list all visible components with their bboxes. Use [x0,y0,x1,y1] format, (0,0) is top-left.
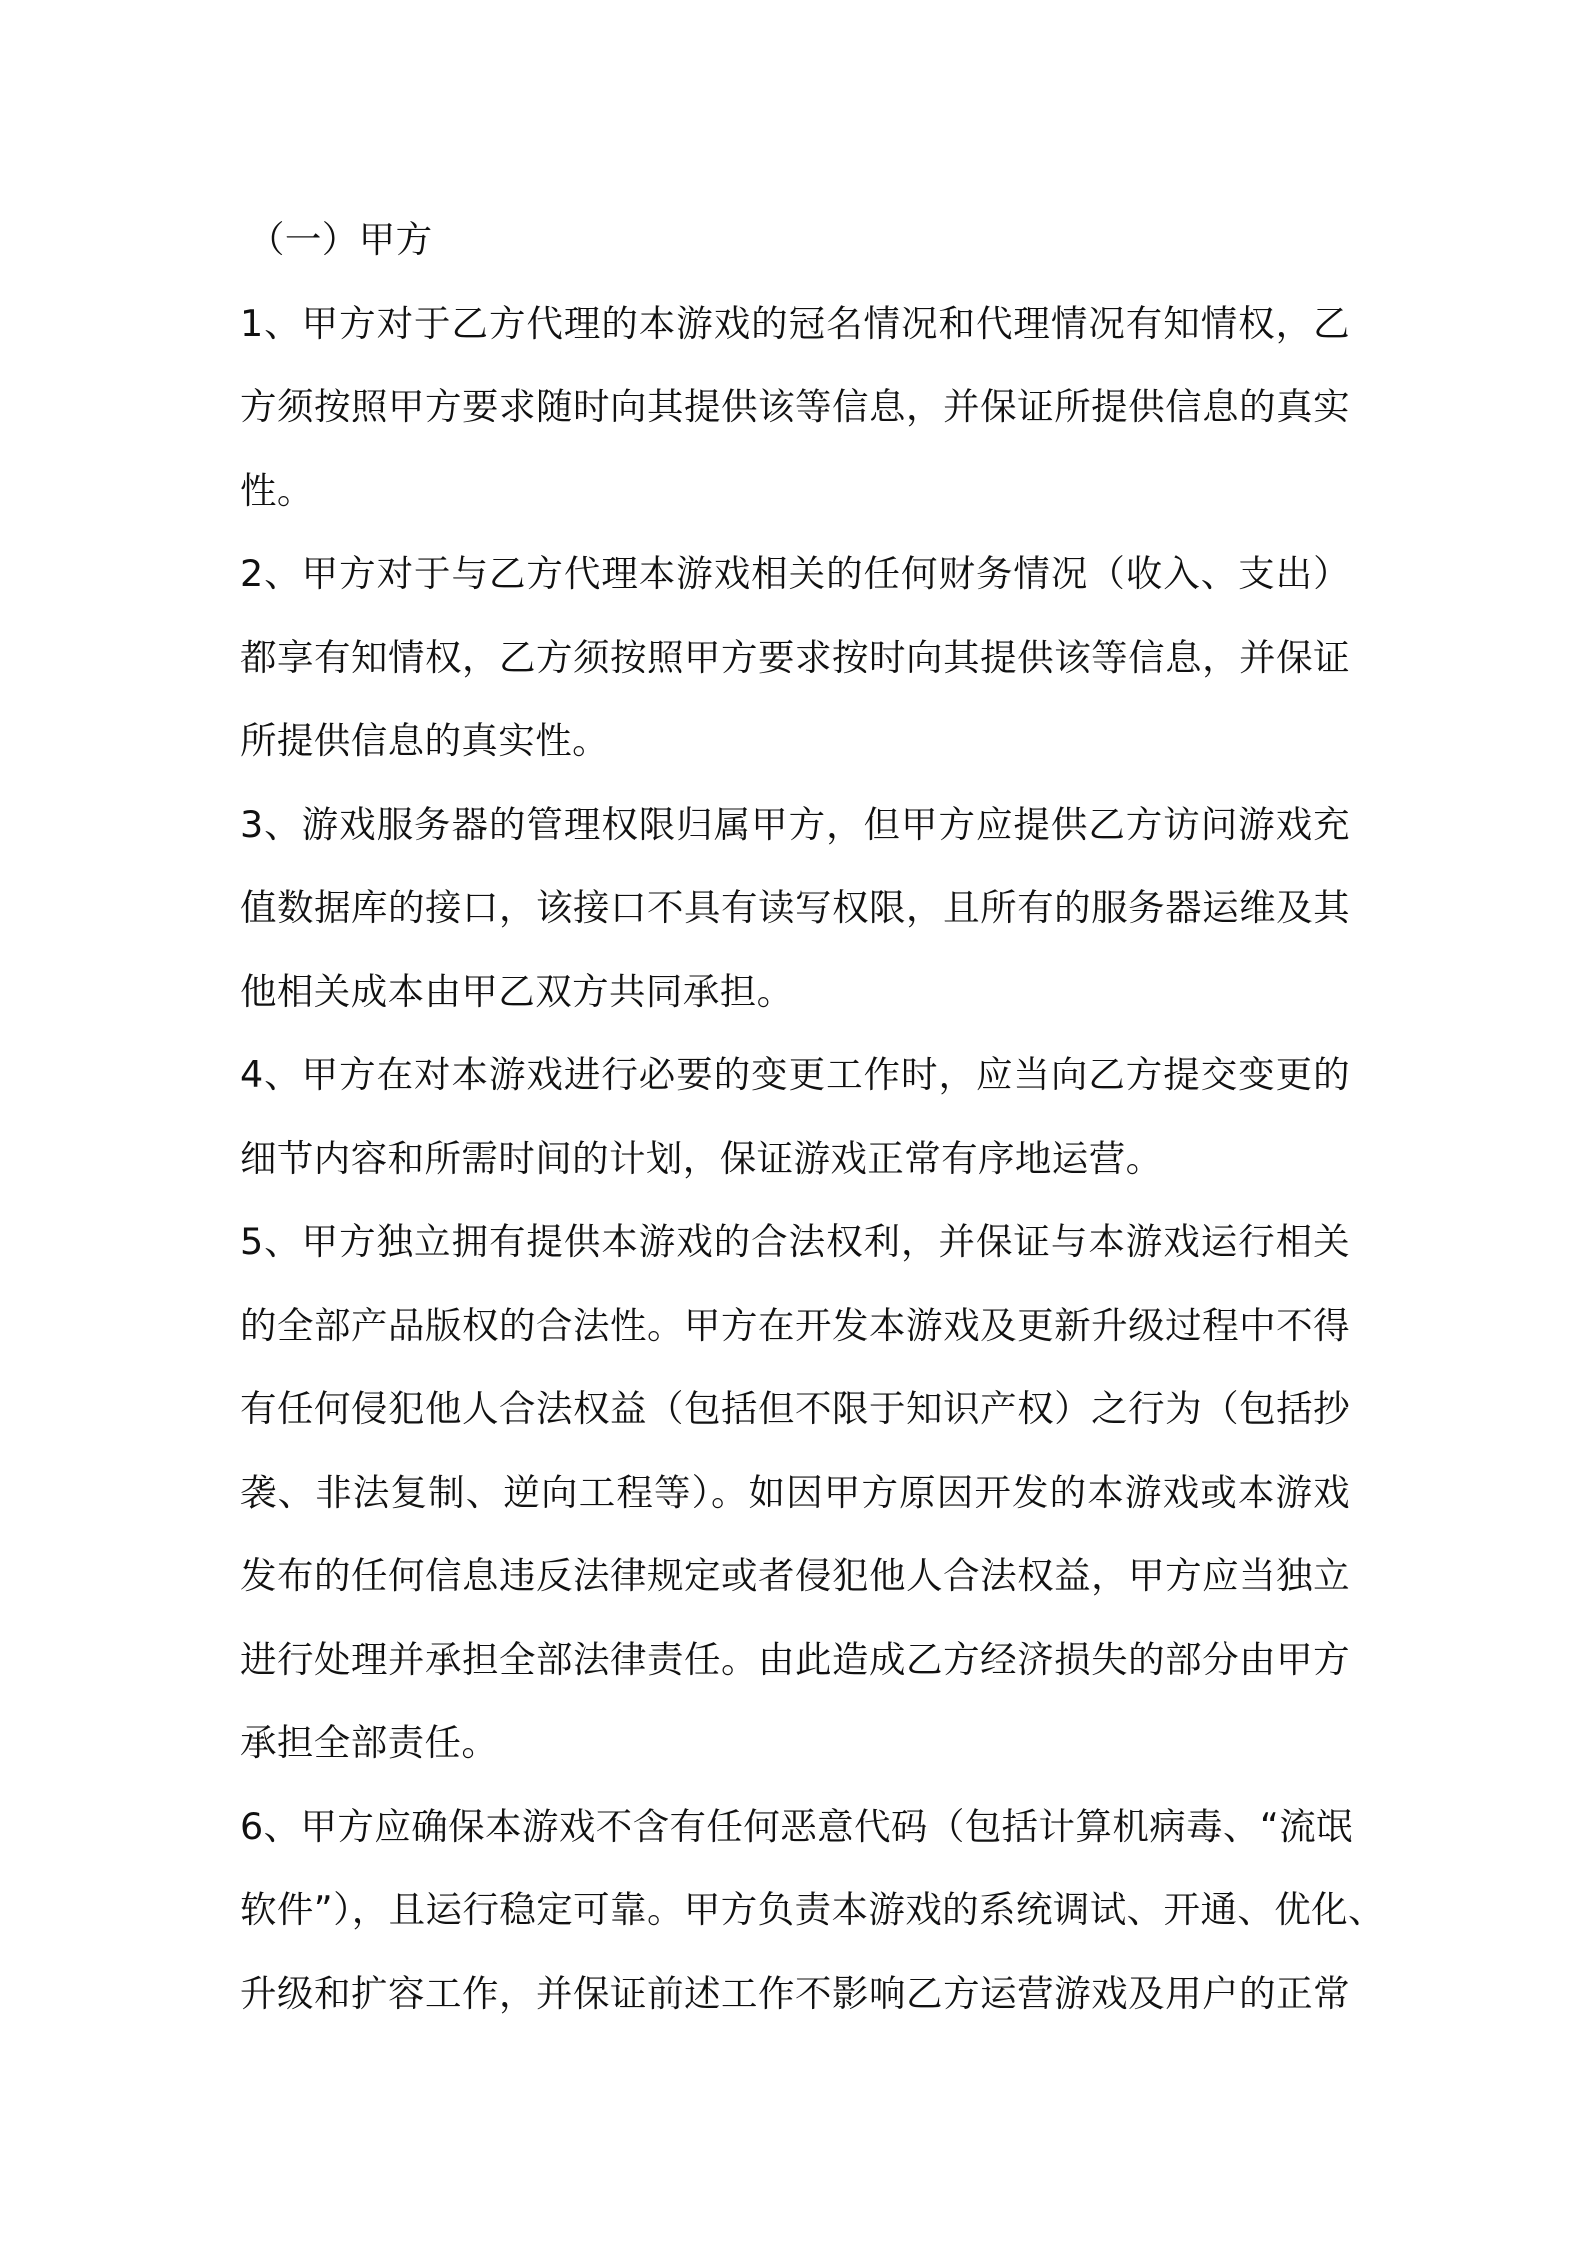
clause-6-line-1: 6、甲方应确保本游戏不含有任何恶意代码（包括计算机病毒、“流氓 [240,1804,1354,1848]
clause-5-line-1: 5、甲方独立拥有提供本游戏的合法权利，并保证与本游戏运行相关 [240,1220,1350,1263]
clause-5-line-2: 的全部产品版权的合法性。甲方在开发本游戏及更新升级过程中不得 [240,1303,1350,1347]
clause-5-line-3: 有任何侵犯他人合法权益（包括但不限于知识产权）之行为（包括抄 [240,1387,1350,1430]
document-body [240,198,1385,2035]
clause-4-line-2: 细节内容和所需时间的计划，保证游戏正常有序地运营。 [240,1136,1163,1180]
clause-2 [240,532,1350,783]
clause-3 [240,783,1350,1034]
clause-2-line-2: 都享有知情权，乙方须按照甲方要求按时向其提供该等信息，并保证 [240,635,1350,679]
clause-2-line-3: 所提供信息的真实性。 [240,719,609,762]
clause-4 [240,1033,1350,1200]
clause-4-line-1: 4、甲方在对本游戏进行必要的变更工作时，应当向乙方提交变更的 [240,1053,1350,1096]
clause-6-line-3: 升级和扩容工作，并保证前述工作不影响乙方运营游戏及用户的正常 [240,1971,1350,2015]
clause-6 [240,1785,1385,2036]
clause-5-line-4: 袭、非法复制、逆向工程等）。如因甲方原因开发的本游戏或本游戏 [240,1470,1350,1514]
clause-1-line-2: 方须按照甲方要求随时向其提供该等信息，并保证所提供信息的真实 [240,385,1350,428]
section-heading: （一）甲方 [248,218,433,261]
clause-3-line-2: 值数据库的接口，该接口不具有读写权限，且所有的服务器运维及其 [240,886,1350,929]
clause-5-line-7: 承担全部责任。 [240,1721,499,1764]
clause-1-line-1: 1、甲方对于乙方代理的本游戏的冠名情况和代理情况有知情权，乙 [240,301,1350,345]
clause-5-line-6: 进行处理并承担全部法律责任。由此造成乙方经济损失的部分由甲方 [240,1637,1350,1681]
clause-6-line-2: 软件”），且运行稳定可靠。甲方负责本游戏的系统调试、开通、优化、 [240,1888,1385,1931]
clause-1 [240,282,1350,533]
clause-3-line-3: 他相关成本由甲乙双方共同承担。 [240,969,794,1013]
clause-5-line-5: 发布的任何信息违反法律规定或者侵犯他人合法权益，甲方应当独立 [240,1554,1350,1597]
clause-1-line-3: 性。 [240,468,314,512]
clause-5 [240,1200,1350,1785]
clause-2-line-1: 2、甲方对于与乙方代理本游戏相关的任何财务情况（收入、支出） [240,552,1350,595]
clause-3-line-1: 3、游戏服务器的管理权限归属甲方，但甲方应提供乙方访问游戏充 [240,802,1350,846]
